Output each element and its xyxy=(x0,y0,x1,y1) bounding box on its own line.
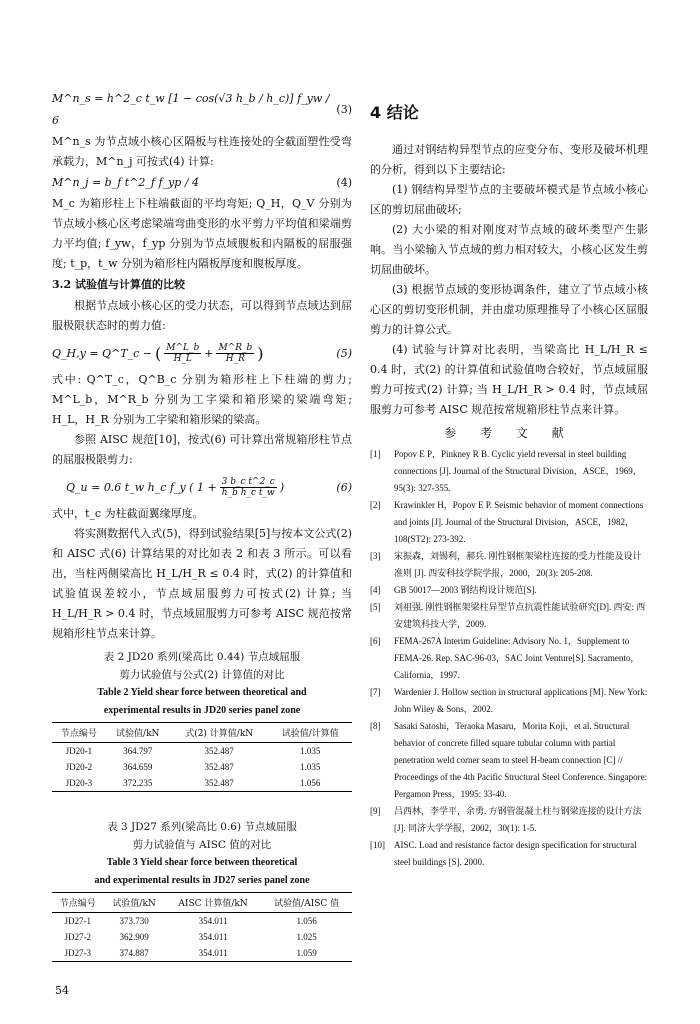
table-2-header-row xyxy=(52,723,352,743)
reference-text: Wardenier J. Hollow section in structural applications [M]. New York: John Wiley & Sons，2002. xyxy=(394,687,648,714)
equation-5-frac2-den: H_R xyxy=(225,353,245,364)
references-heading: 参 考 文 献 xyxy=(444,426,574,440)
reference-item xyxy=(370,582,648,599)
equation-5-frac2-num: M^R_b xyxy=(218,342,253,353)
table-row xyxy=(52,775,352,792)
reference-item xyxy=(370,803,648,837)
table-cell: JD20-1 xyxy=(65,746,93,756)
reference-text: 刘祖强. 刚性钢框架梁柱异型节点抗震性能试验研究[D]. 西安: 西安建筑科技大学，2009. xyxy=(394,602,646,629)
reference-text: GB 50017—2003 钢结构设计规范[S]. xyxy=(394,585,537,595)
reference-item xyxy=(370,599,648,633)
table-cell: 352.487 xyxy=(204,762,234,772)
table-cell: 1.059 xyxy=(261,945,352,962)
equation-4-number: (4) xyxy=(336,176,352,189)
reference-item xyxy=(370,548,648,582)
table-3-header-row xyxy=(52,893,352,913)
table-cell: 364.797 xyxy=(123,746,153,756)
equation-4 xyxy=(52,172,352,194)
reference-item xyxy=(370,684,648,718)
section-4-heading: 4 结论 xyxy=(370,103,419,122)
conclusion-intro: 通过对钢结构异型节点的应变分布、变形及破坏机理的分析，得到以下主要结论: xyxy=(370,143,648,176)
table-cell: 364.659 xyxy=(123,762,153,772)
table-cell: 352.487 xyxy=(170,775,269,792)
table-2-caption-cn-1: 表 2 JD20 系列(梁高比 0.44) 节点域屈服 xyxy=(103,651,301,663)
table-header-cell: 式(2) 计算值/kN xyxy=(170,723,269,743)
equation-4-body: M^n_j = b_f t^2_f f_yp / 4 xyxy=(52,176,200,189)
table-header-cell: 节点编号 xyxy=(52,723,106,743)
paragraph-where-q-m: 式中: Q^T_c，Q^B_c 分别为箱形柱上下柱端的剪力; M^L_b，M^R_b 分别为工字梁和箱形梁的梁端弯矩; H_L，H_R 分别为工字梁和箱形梁的梁高。 xyxy=(52,373,352,426)
conclusion-item-1: (1) 钢结构异型节点的主要破坏模式是节点域小核心区的剪切屈曲破坏; xyxy=(370,183,648,216)
equation-6-rhs: ) xyxy=(279,480,285,494)
reference-text: Popov E P，Pinkney R B. Cyclic yield reversal in steel building connections [J]. Journal of the Structural Division，ASCE，1969，95(3): 327-355. xyxy=(394,449,642,493)
equation-6-frac-num: 3 b_c t^2_c xyxy=(221,476,275,487)
reference-item xyxy=(370,837,648,871)
table-cell: 354.011 xyxy=(198,916,228,926)
section-3-2-heading: 3.2 试验值与计算值的比较 xyxy=(52,278,185,291)
table-cell: 1.056 xyxy=(269,775,352,792)
reference-number: [6] xyxy=(370,636,381,646)
equation-6-number: (6) xyxy=(336,480,352,494)
table-2-caption-en-1: Table 2 Yield shear force between theoretical and xyxy=(97,687,307,698)
table-row xyxy=(52,913,352,930)
table-cell: 354.011 xyxy=(198,932,228,942)
conclusion-item-4: (4) 试验与计算对比表明，当梁高比 H_L/H_R ≤ 0.4 时，式(2) 的计算值和试验值吻合较好，节点域屈服剪力可按式(2) 计算; 当 H_L/H_R > 0.4 时，节点域屈服剪力可参考 AISC 规范按常规箱形柱节点来计算。 xyxy=(370,343,648,416)
table-2 xyxy=(52,648,352,792)
table-cell: 1.056 xyxy=(296,916,317,926)
left-column xyxy=(52,88,352,962)
table-cell: 1.035 xyxy=(300,762,321,772)
table-3-caption-en-2: and experimental results in JD27 series panel zone xyxy=(94,875,310,886)
reference-text: Sasaki Satoshi，Teraoka Masaru，Morita Koji，et al. Structural behavior of concrete filled square tubular column with partial penetration weld corner seam to steel H-beam connection [C] // Proceedings of the 4th Pacific Structural Steel Conference. Singapore: Pergamon Press，1995: 33-40. xyxy=(394,721,648,799)
table-cell: 373.730 xyxy=(119,916,149,926)
reference-number: [2] xyxy=(370,500,381,510)
equation-5-number: (5) xyxy=(336,346,352,360)
conclusion-item-2: (2) 大小梁的相对刚度对节点域的破坏类型产生影响。当小梁输入节点域的剪力相对较大，小核心区发生剪切屈曲破坏。 xyxy=(370,223,648,276)
table-cell: JD27-3 xyxy=(52,945,103,962)
equation-6 xyxy=(52,470,352,504)
table-3-caption-cn-1: 表 3 JD27 系列(梁高比 0.6) 节点域屈服 xyxy=(107,821,297,833)
table-2-caption-en-2: experimental results in JD20 series panel zone xyxy=(103,705,301,716)
reference-text: 吕西林，李学平，余勇. 方钢管混凝土柱与钢梁连接的设计方法 [J]. 同济大学学报，2002，30(1): 1-5. xyxy=(394,806,642,833)
table-cell: 354.011 xyxy=(165,945,262,962)
table-row xyxy=(52,945,352,962)
reference-text: 宋振森，刘锡利，郝兵. 刚性钢框架梁柱连接的受力性能及设计准则 [J]. 西安科技学院学报，2000，20(3): 205-208. xyxy=(394,551,642,578)
paragraph-shear-state: 根据节点域小核心区的受力状态，可以得到节点域达到屈服极限状态时的剪力值: xyxy=(52,299,352,332)
table-cell: JD20-3 xyxy=(52,775,106,792)
table-3-caption-cn-2: 剪力试验值与 AISC 值的对比 xyxy=(132,839,272,851)
equation-5-frac1-den: H_L xyxy=(173,353,192,364)
table-header-cell: 试验值/kN xyxy=(103,893,164,913)
reference-number: [8] xyxy=(370,721,381,731)
table-row xyxy=(52,759,352,775)
paragraph-tc-definition: 式中，t_c 为柱截面翼缘厚度。 xyxy=(52,507,204,520)
table-row xyxy=(52,929,352,945)
reference-item xyxy=(370,497,648,548)
table-header-cell: AISC 计算值/kN xyxy=(165,893,262,913)
table-3-caption-en-1: Table 3 Yield shear force between theoretical xyxy=(106,857,298,868)
table-cell: JD20-2 xyxy=(65,762,93,772)
equation-3-body: M^n_s = h^2_c t_w [1 − cos(√3 h_b / h_c)] f_yw / 6 xyxy=(52,92,330,127)
reference-number: [10] xyxy=(370,840,385,850)
reference-text: Krawinkler H，Popov E P. Seismic behavior of moment connections and joints [J]. Journal of the Structural Division，ASCE，1982，108(ST2): 273-392. xyxy=(394,500,644,544)
paragraph-mns-definition: M^n_s 为节点域小核心区隔板与柱连接处的全截面塑性受弯承载力，M^n_j 可按式(4) 计算: xyxy=(52,135,352,168)
table-3 xyxy=(52,818,352,962)
table-cell: 374.887 xyxy=(103,945,164,962)
table-3-grid xyxy=(52,892,352,962)
table-cell: 1.035 xyxy=(300,746,321,756)
equation-6-frac-den: h_b h_c t_w xyxy=(221,487,275,498)
table-header-cell: 试验值/计算值 xyxy=(269,723,352,743)
table-header-cell: 试验值/AISC 值 xyxy=(261,893,352,913)
table-cell: 352.487 xyxy=(204,746,234,756)
table-cell: 1.025 xyxy=(296,932,317,942)
reference-number: [9] xyxy=(370,806,381,816)
table-cell: JD27-2 xyxy=(64,932,91,942)
reference-item xyxy=(370,446,648,497)
reference-number: [7] xyxy=(370,687,381,697)
reference-text: FEMA-267A Interim Guideline: Advisory No. 1，Supplement to FEMA-26. Rep. SAC-96-03，SAC Joint Venture[S]. Sacramento，California，1997. xyxy=(394,636,640,680)
reference-number: [1] xyxy=(370,449,381,459)
reference-item xyxy=(370,633,648,684)
reference-number: [4] xyxy=(370,585,381,595)
reference-item xyxy=(370,718,648,803)
table-header-cell: 试验值/kN xyxy=(106,723,170,743)
equation-5-frac1-num: M^L_b xyxy=(166,342,200,353)
reference-text: AISC. Load and resistance factor design specification for structural steel buildings [S]. 2000. xyxy=(394,840,637,867)
equation-3 xyxy=(52,88,352,132)
table-header-cell: 节点编号 xyxy=(52,893,103,913)
table-2-caption-cn-2: 剪力试验值与公式(2) 计算值的对比 xyxy=(119,669,285,681)
references-list xyxy=(370,446,648,871)
table-2-grid xyxy=(52,722,352,792)
paragraph-comparison: 将实测数据代入式(5)，得到试验结果[5]与按本文公式(2) 和 AISC 式(6) 计算结果的对比如表 2 和表 3 所示。可以看出，当柱两侧梁高比 H_L/H_R ≤ 0.4 时，式(2) 的计算值和试验值误差较小，节点域屈服剪力可按式(2) 计算; 当 H_L/H_R > 0.4 时，节点域屈服剪力可参考 AISC 规范按常规箱形柱节点来计算。 xyxy=(52,527,352,640)
table-cell: JD27-1 xyxy=(64,916,91,926)
reference-number: [3] xyxy=(370,551,381,561)
equation-6-lhs: Q_u = 0.6 t_w h_c f_y ( 1 + xyxy=(66,480,217,494)
equation-5: Q_H,y = Q^T_c − ( $\frac{M\^{}L\_b}{H\_L}$ + $\frac{M\^{}R\_b}{H\_R}$ ) (5) xyxy=(52,342,352,364)
paragraph-aisc-reference: 参照 AISC 规范[10]，按式(6) 可计算出常规箱形柱节点的屈服极限剪力: xyxy=(52,433,352,466)
table-cell: 372.235 xyxy=(106,775,170,792)
equation-3-number: (3) xyxy=(336,103,352,116)
equation-5-lhs: Q_H,y = Q^T_c − xyxy=(52,346,152,360)
table-cell: 362.909 xyxy=(119,932,149,942)
right-column xyxy=(370,96,648,871)
table-row xyxy=(52,743,352,760)
paragraph-symbol-definitions: M_c 为箱形柱上下柱端截面的平均弯矩; Q_H，Q_V 分别为节点域小核心区考虑梁端弯曲变形的水平剪力平均值和梁端剪力平均值; f_yw，f_yp 分别为节点域腹板和内隔板的屈服强度; t_p，t_w 分别为箱形柱内隔板厚度和腹板厚度。 xyxy=(52,197,352,270)
conclusion-item-3: (3) 根据节点域的变形协调条件，建立了节点域小核心区的剪切变形机制，并由虚功原理推导了小核心区屈服剪力的计算公式。 xyxy=(370,283,648,336)
reference-number: [5] xyxy=(370,602,381,612)
page-number: 54 xyxy=(55,984,69,997)
